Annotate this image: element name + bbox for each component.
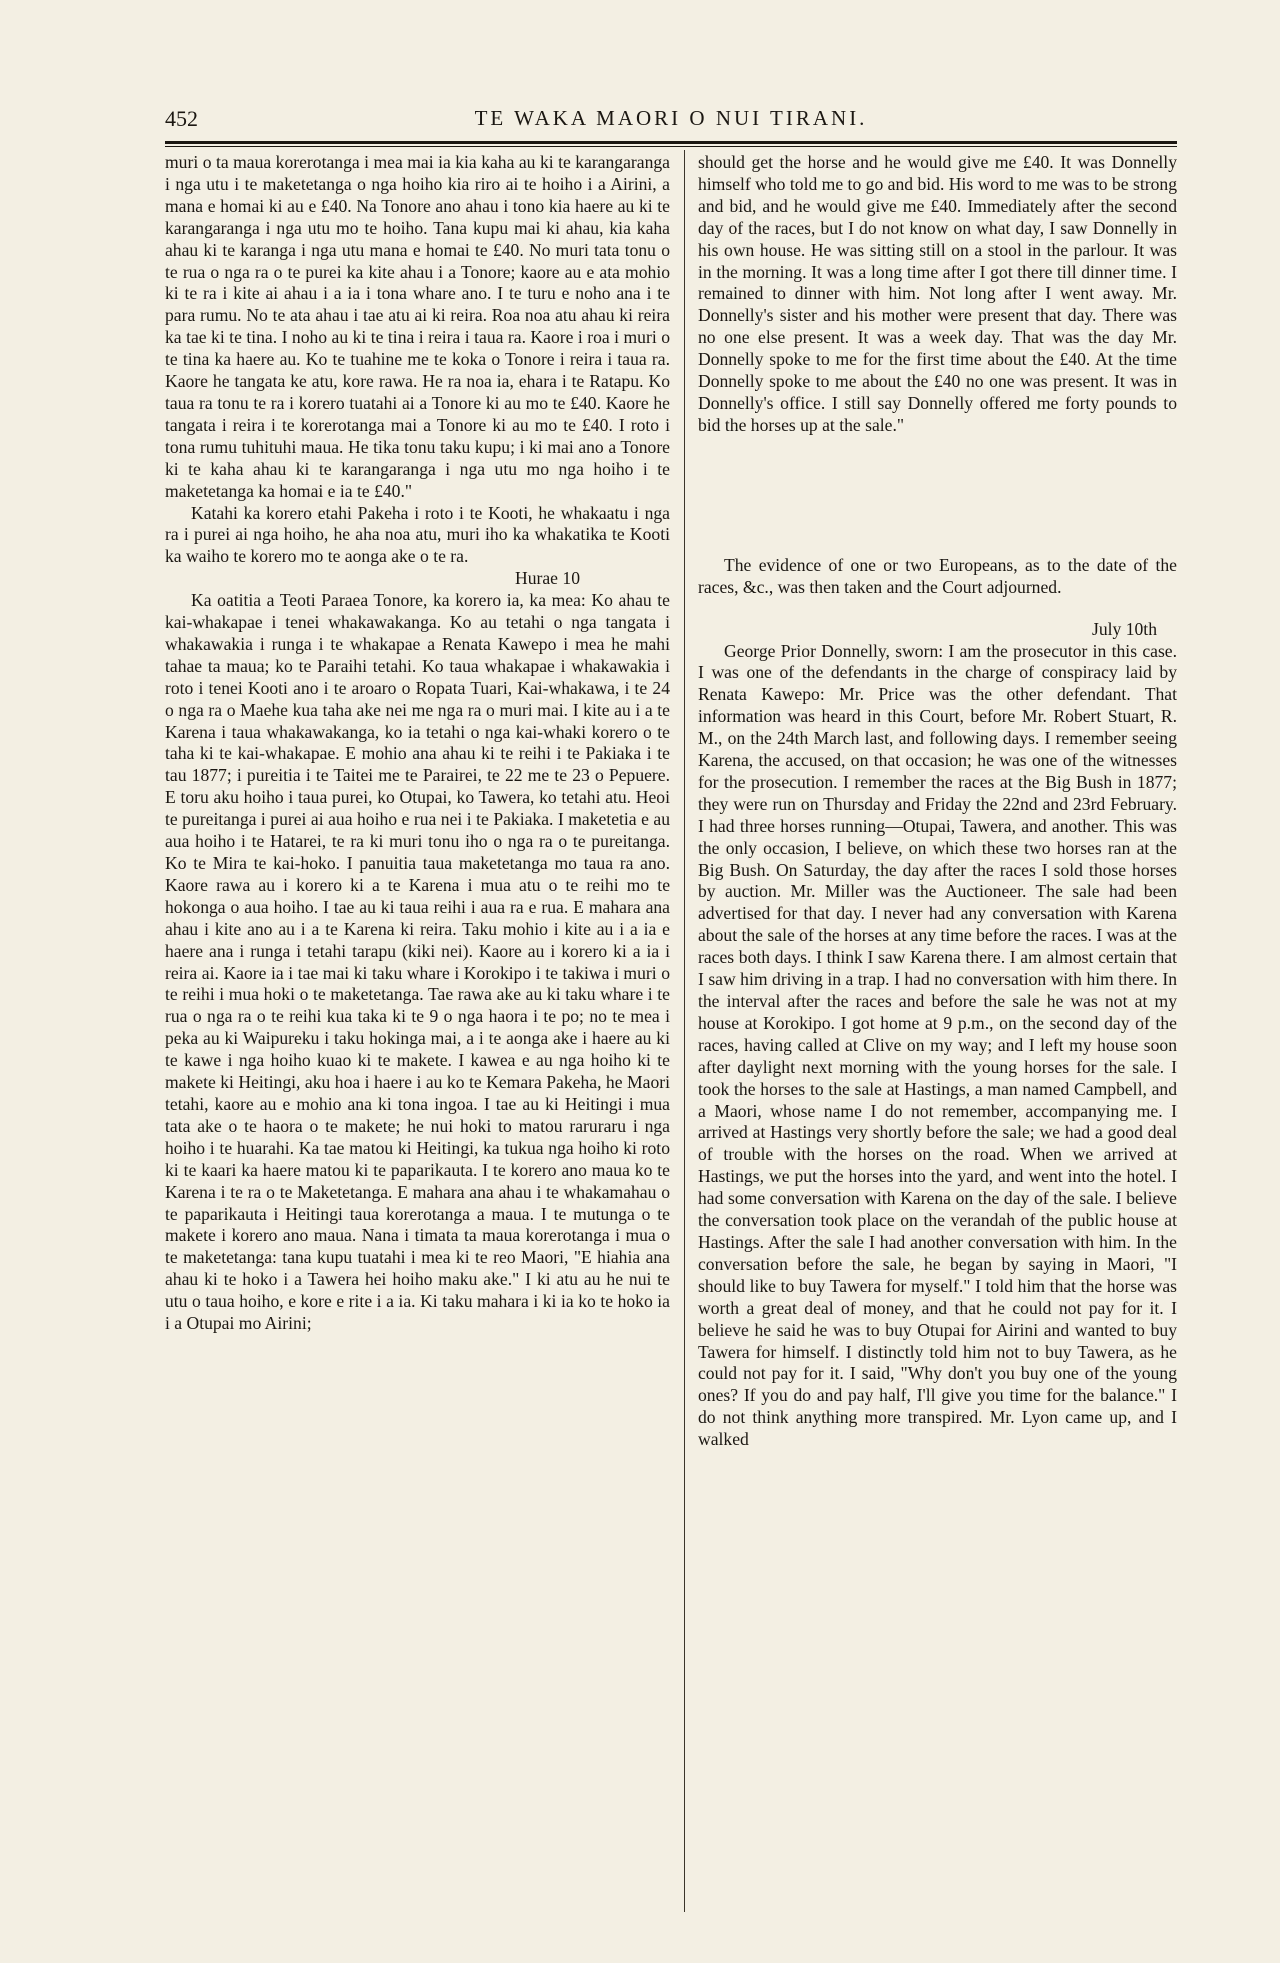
header-rule-thin (165, 146, 1177, 147)
maori-paragraph-2: Katahi ka korero etahi Pakeha i roto i te Kooti, he whakaatu i nga ra i purei ai nga hoiho, he aha noa atu, muri iho ka whakatika te Kooti ka waiho te korero mo te aonga ake o te ra. (165, 502, 670, 567)
english-text-column (698, 152, 1177, 1451)
english-date-heading: July 10th (1091, 618, 1157, 639)
column-spacer (698, 599, 1177, 619)
english-paragraph-2: The evidence of one or two Europeans, as to the date of the races, &c., was then taken and the Court adjourned. (698, 554, 1177, 597)
page-header (165, 100, 1177, 144)
header-rule (165, 141, 1177, 144)
page-number: 452 (165, 106, 198, 131)
english-paragraph-3: George Prior Donnelly, sworn: I am the prosecutor in this case. I was one of the defendants in the charge of conspiracy laid by Renata Kawepo: Mr. Price was the other defendant. That information was heard in this Court, before Mr. Robert Stuart, R. M., on the 24th March last, and following days. I remember seeing Karena, the accused, on that occasion; he was one of the witnesses for the prosecution. I remember the races at the Big Bush in 1877; they were run on Thursday and Friday the 22nd and 23rd February. I had three horses running—Otupai, Tawera, and another. This was the only occasion, I believe, on which these two horses ran at the Big Bush. On Saturday, the day after the races I sold those horses by auction. Mr. Miller was the Auctioneer. The sale had been advertised for that day. I never had any conversation with Karena about the sale of the horses at any time before the races. I was at the races both days. I think I saw Karena there. I am almost certain that I saw him driving in a trap. I had no conversation with him there. In the interval after the races and before the sale he was not at my house at Korokipo. I got home at 9 p.m., on the second day of the races, having called at Clive on my way; and I left my house soon after daylight next morning with the young horses for the sale. I took the horses to the sale at Hastings, a man named Campbell, and a Maori, whose name I do not remember, accompanying me. I arrived at Hastings very shortly before the sale; we had a good deal of trouble with the horses on the road. When we arrived at Hastings, we put the horses into the yard, and went into the hotel. I had some conversation with Karena on the day of the sale. I believe the conversation took place on the verandah of the public house at Hastings. After the sale I had another conversation with him. In the conversation before the sale, he began by saying in Maori, "I should like to buy Tawera for myself." I told him that the horse was worth a great deal of money, and that he could not pay for it. I believe he said he was to buy Otupai for Airini and wanted to buy Tawera for himself. I distinctly told him not to buy Tawera, as he could not pay for it. I said, "Why don't you buy one of the young ones? If you do and pay half, I'll give you time for the balance." I do not think anything more transpired. Mr. Lyon came up, and I walked (698, 640, 1177, 1450)
english-paragraph-1: should get the horse and he would give me £40. It was Donnelly himself who told me to go and bid. His word to me was to be strong and bid, and he would give me £40. Immediately after the second day of the races, but I do not know on what day, I saw Donnelly in his own house. He was sitting still on a stool in the parlour. It was in the morning. It was a long time after I got there till dinner time. I remained to dinner with him. Not long after I went away. Mr. Donnelly's sister and his mother were present that day. There was no one else present. It was a week day. That was the day Mr. Donnelly spoke to me for the first time about the £40. At the time Donnelly spoke to me about the £40 no one was present. It was in Donnelly's office. I still say Donnelly offered me forty pounds to bid the horses up at the sale." (698, 152, 1177, 435)
column-spacer (698, 437, 1177, 555)
column-divider (684, 150, 685, 1912)
maori-paragraph-1: muri o ta maua korerotanga i mea mai ia kia kaha au ki te karangaranga i nga utu i te maketetanga o nga hoiho kia riro ai te hoiho i a Airini, a mana e homai ki au e £40. Na Tonore ano ahau i tono kia haere au ki te karangaranga i nga utu mo te hoiho. Tana kupu mai ki ahau, kia kaha ahau ki te karanga i nga utu mana e homai te £40. No muri tata tonu o te rua o nga ra o te purei ka kite ahau i a Tonore; kaore au e ata mohio ki te ra i kite ai ahau i a ia i tona whare ano. I te turu e noho ana i te para rumu. No te ata ahau i tae atu ai ki reira. Roa noa atu ahau ki reira ka tae ki te tina. I noho au ki te tina i reira i taua ra. Kaore i roa i muri o te tina ka haere au. Ko te tuahine me te koka o Tonore i reira i taua ra. Kaore he tangata ke atu, kore rawa. He ra noa ia, ehara i te Ratapu. Ko taua ra tonu te ra i korero tuatahi ai a Tonore ki au mo te £40. Kaore he tangata i reira i te korerotanga mai a Tonore ki au mo te £40. I roto i tona rumu tuhituhi maua. He tika tonu taku kupu; i ki mai ano a Tonore ki te kaha ahau ki te karangaranga i nga utu mo nga hoiho i te maketetanga ka homai e ia te £40." (165, 152, 670, 501)
maori-text-column (165, 152, 670, 1335)
maori-paragraph-3: Ka oatitia a Teoti Paraea Tonore, ka korero ia, ka mea: Ko ahau te kai-whakapae i tenei whakawakanga. Ko au tetahi o nga tangata i whakawakia i runga i te whakapae a Renata Kawepo i mea he mahi tahae ta maua; ko te Paraihi tetahi. Ko taua whakapae i whakawakia i roto i tenei Kooti ano i te aroaro o Ropata Tuari, Kai-whakawa, i te 24 o nga ra o Maehe kua taha ake nei me nga ra o muri mai. I kite au i a te Karena i taua whakawakanga, ko ia tetahi o nga kai-whaki korero o te taha ki te kai-whakapae. E mohio ana ahau ki te reihi i te Pakiaka i te tau 1877; i pureitia i te Taitei me te Parairei, te 22 me te 23 o Pepuere. E toru aku hoiho i taua purei, ko Otupai, ko Tawera, ko tetahi atu. Heoi te pureitanga i purei ai aua hoiho e rua nei i te Pakiaka. I maketetia e au aua hoiho i te Hatarei, te ra ki muri tonu iho o nga ra o te pureitanga. Ko te Mira te kai-hoko. I panuitia taua maketetanga mo taua ra ano. Kaore rawa au i korero ki a te Karena i mua atu o te reihi mo te hokonga o aua hoiho. I tae au ki taua reihi i aua ra e rua. E mahara ana ahau i kite ano au i a te Karena ki reira. Taku mohio i kite au i a ia e haere ana i runga i tetahi tarapu (kiki nei). Kaore au i korero ki a ia i reira ai. Kaore ia i tae mai ki taku whare i Korokipo i te takiwa i muri o te reihi i mua hoki o te maketetanga. Tae rawa ake au ki taku whare i te rua o nga ra o te reihi kua taka ki te 9 o nga haora i te po; no te mea i peka au ki Waipureku i taku hokinga mai, a i te aonga ake i haere au ki te kawe i nga hoiho kuao ki te makete. I kawea e au nga hoiho ki te makete ki Heitingi, aku hoa i haere i au ko te Kemara Pakeha, he Maori tetahi, kaore au e mohio ana ki tona ingoa. I tae au ki Heitingi i mua tata ake o te haora o te makete; he nui hoki to matou raruraru i nga hoiho i te huarahi. Ka tae matou ki Heitingi, ka tukua nga hoiho ki roto ki te kaari ka haere matou ki te paparikauta. I te korero ano maua ko te Karena i te ra o te Maketetanga. E mahara ana ahau i te whakamahau o te paparikauta i Heitingi taua korerotanga a maua. I te mutunga o te makete i korero ano maua. Nana i timata ta maua korerotanga i mua o te maketetanga: tana kupu tuatahi i mea ki te reo Maori, "E hiahia ana ahau ki te hoko i a Tawera hei hoiho maku ake." I ki atu au he nui te utu o taua hoiho, e kore e rite i a ia. Ki taku mahara i ki ia ko te hoko ia i a Otupai mo Airini; (165, 590, 670, 1334)
running-title: TE WAKA MAORI O NUI TIRANI. (474, 106, 868, 130)
maori-date-heading: Hurae 10 (515, 568, 580, 589)
